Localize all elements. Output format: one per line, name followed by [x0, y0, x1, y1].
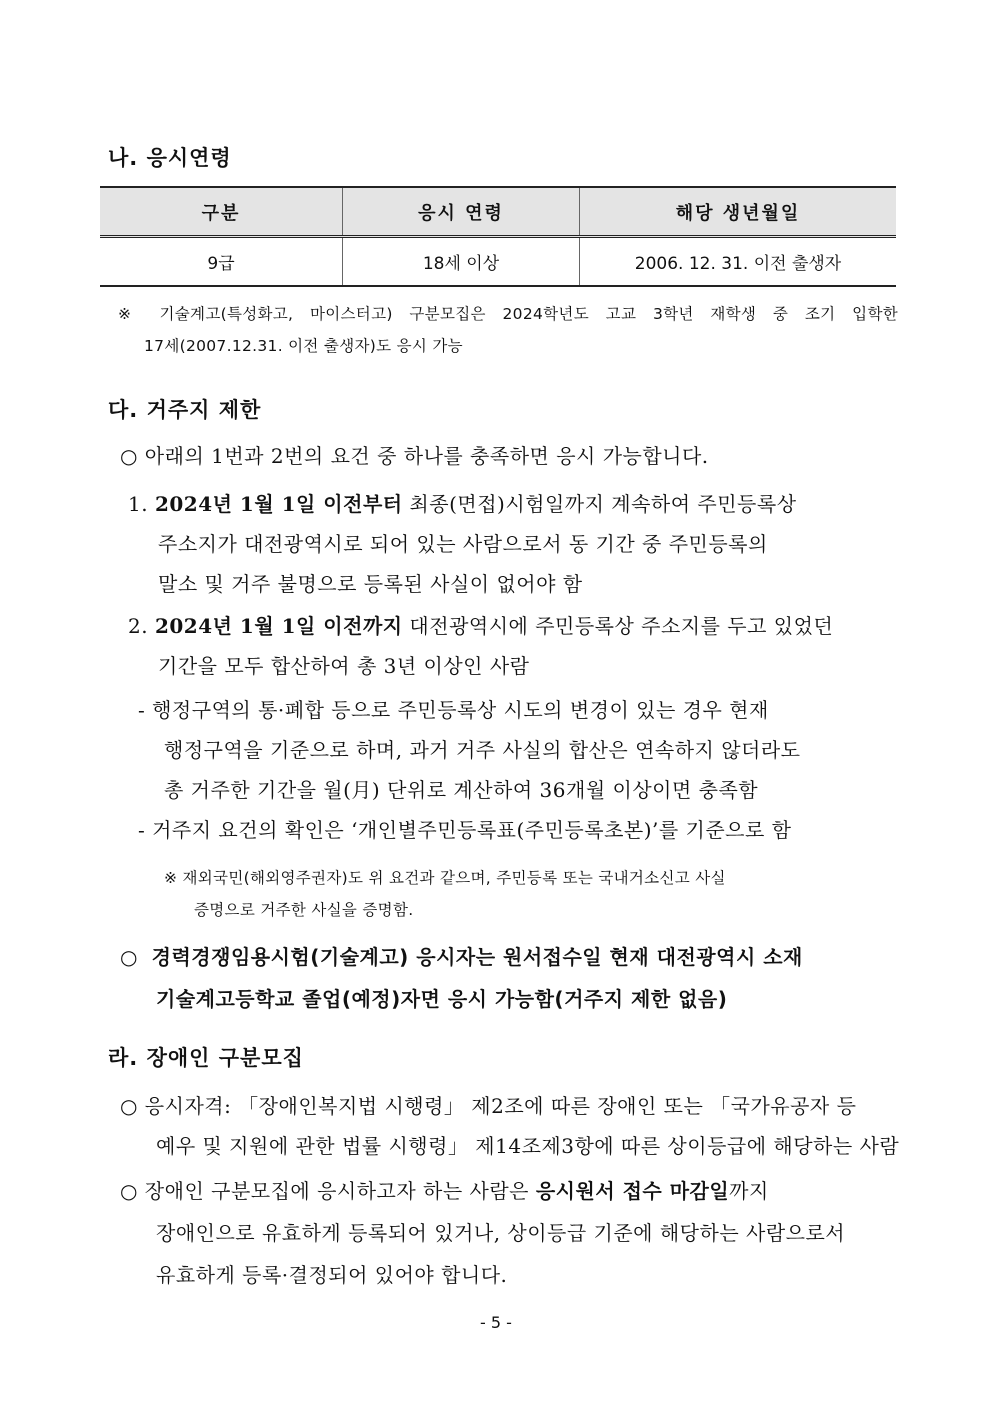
table-header-cell: 해당 생년월일 — [580, 187, 897, 237]
table-header-cell: 구분 — [100, 187, 343, 237]
bullet-mark: ○ — [120, 945, 138, 969]
table-row — [100, 237, 896, 287]
residence-dash-2: - 거주지 요건의 확인은 ‘개인별주민등록표(주민등록초본)’를 기준으로 함 — [138, 818, 792, 842]
note-line: ※ 재외국민(해외영주권자)도 위 요건과 같으며, 주민등록 또는 국내거소신고 사실 — [164, 869, 726, 887]
item-emphasis: 2024년 1월 1일 이전부터 — [154, 492, 403, 516]
registration-text: 유효하게 등록·결정되어 있어야 합니다. — [156, 1263, 508, 1287]
age-table — [100, 186, 896, 287]
disability-registration — [120, 1170, 898, 1296]
item-text: 말소 및 거주 불명으로 등록된 사실이 없어야 함 — [158, 572, 583, 596]
career-text: 경력경쟁임용시험(기술계고) 응시자는 원서접수일 현재 대전광역시 소재 — [151, 945, 803, 969]
table-cell: 9급 — [100, 237, 343, 287]
item-text: 기간을 모두 합산하여 총 3년 이상인 사람 — [158, 654, 530, 678]
residence-item-1 — [128, 484, 898, 604]
career-exam-note — [120, 936, 898, 1020]
career-text: 기술계고등학교 졸업(예정)자면 응시 가능함(거주지 제한 없음) — [156, 987, 728, 1011]
residence-item-2 — [128, 606, 898, 686]
item-number: 2. — [128, 614, 149, 638]
registration-text: ○ 장애인 구분모집에 응시하고자 하는 사람은 — [120, 1179, 536, 1203]
dash-text: 행정구역을 기준으로 하며, 과거 거주 사실의 합산은 연속하지 않더라도 — [164, 738, 801, 762]
residence-dash-1 — [138, 690, 898, 810]
table-cell: 18세 이상 — [343, 237, 580, 287]
table-cell: 2006. 12. 31. 이전 출생자 — [580, 237, 897, 287]
dash-text: - 행정구역의 통·폐합 등으로 주민등록상 시도의 변경이 있는 경우 현재 — [138, 698, 769, 722]
dash-text: 총 거주한 기간을 월(月) 단위로 계산하여 36개월 이상이면 충족함 — [164, 778, 759, 802]
registration-text: 까지 — [729, 1179, 769, 1203]
item-number: 1. — [128, 492, 149, 516]
note-line: 증명으로 거주한 사실을 증명함. — [194, 901, 414, 919]
section-heading-age: 나. 응시연령 — [108, 146, 232, 170]
section-heading-disability: 라. 장애인 구분모집 — [108, 1046, 304, 1070]
note-line: 17세(2007.12.31. 이전 출생자)도 응시 가능 — [144, 337, 463, 355]
residence-note — [164, 862, 898, 926]
qualification-text: ○ 응시자격: 「장애인복지법 시행령」 제2조에 따른 장애인 또는 「국가유공자 등 — [120, 1094, 857, 1118]
page-number: - 5 - — [480, 1313, 512, 1332]
table-header-cell: 응시 연령 — [343, 187, 580, 237]
registration-emphasis: 응시원서 접수 마감일 — [535, 1179, 730, 1203]
item-emphasis: 2024년 1월 1일 이전까지 — [154, 614, 403, 638]
note-line: ※ 기술계고(특성화고, 마이스터고) 구분모집은 2024학년도 고교 3학년 재학생 중 조기 입학한 — [118, 305, 898, 323]
residence-intro: ○ 아래의 1번과 2번의 요건 중 하나를 충족하면 응시 가능합니다. — [120, 444, 709, 468]
qualification-text: 예우 및 지원에 관한 법률 시행령」 제14조제3항에 따른 상이등급에 해당하는 사람 — [156, 1134, 900, 1158]
item-text: 주소지가 대전광역시로 되어 있는 사람으로서 동 기간 중 주민등록의 — [158, 532, 768, 556]
disability-qualification — [120, 1086, 898, 1166]
table-header-row — [100, 187, 896, 237]
item-text: 최종(면접)시험일까지 계속하여 주민등록상 — [402, 492, 797, 516]
registration-text: 장애인으로 유효하게 등록되어 있거나, 상이등급 기준에 해당하는 사람으로서 — [156, 1221, 846, 1245]
age-note — [118, 298, 898, 362]
section-heading-residence: 다. 거주지 제한 — [108, 398, 262, 422]
item-text: 대전광역시에 주민등록상 주소지를 두고 있었던 — [402, 614, 834, 638]
